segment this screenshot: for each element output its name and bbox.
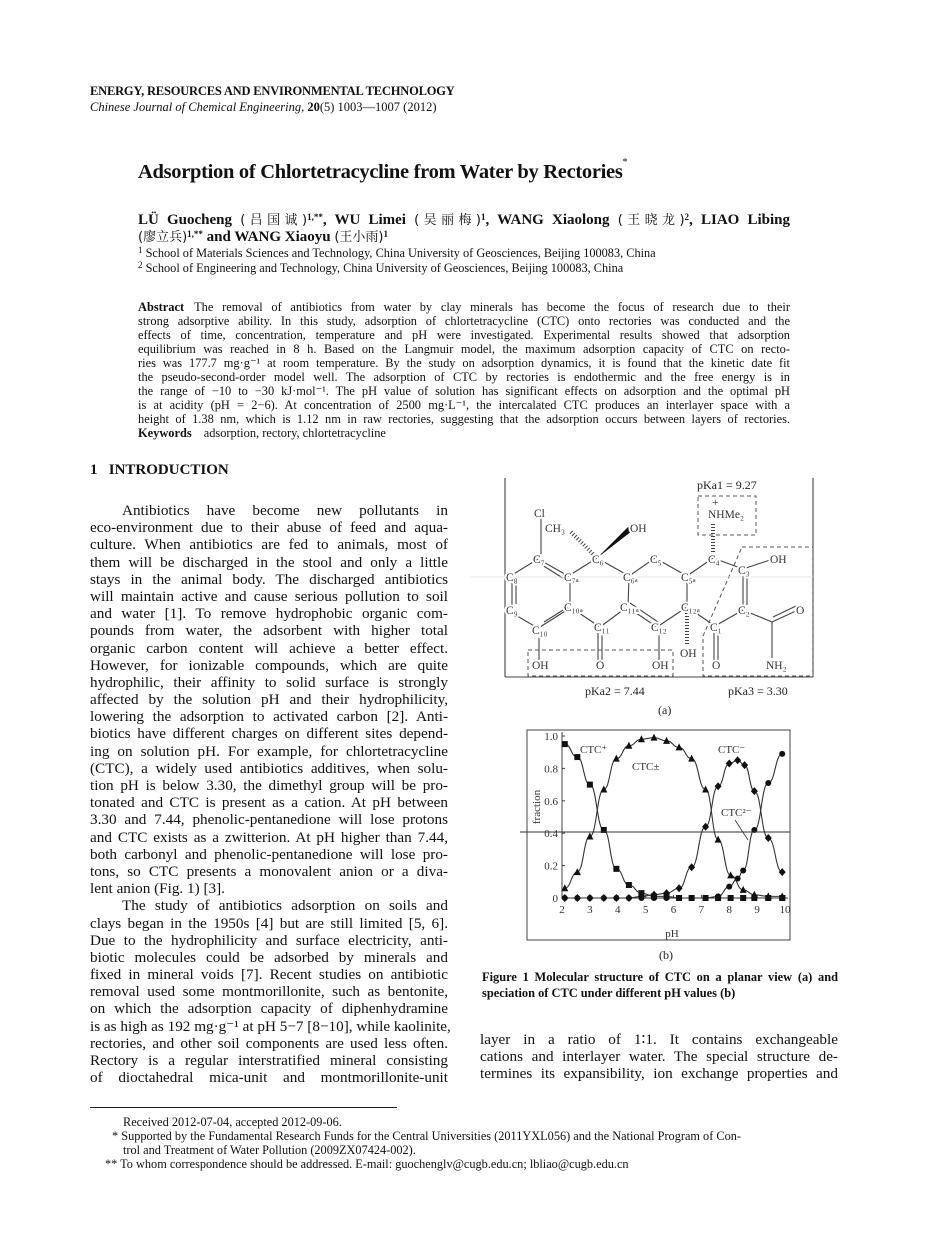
atom-label: C₅: [650, 554, 662, 566]
text-line: tion pH is below 3.30, the dimethyl group will be pro-: [90, 777, 448, 794]
text-line: tons, so CTC presents a monovalent anion or a diva-: [90, 862, 448, 880]
text-line: on which the adsorption capacity of diphenhydramine: [90, 1000, 448, 1018]
atom-label: C₁₀ₐ: [564, 602, 583, 614]
atom-label: OH: [680, 648, 697, 660]
text-line: both carbonyl and phenolic-pentanedione will lose pro-: [90, 845, 448, 863]
author: WANG Xiaoyu (王小雨)$^1$: [234, 229, 388, 245]
x-tick-label: 10: [779, 904, 791, 916]
text-line: The study of antibiotics adsorption on soils and: [122, 897, 448, 915]
text-line: (CTC), a widely used antibiotics additives, when solu-: [90, 759, 448, 777]
atom-label: C₄: [708, 554, 720, 566]
x-axis-label: pH: [665, 928, 679, 940]
data-point-square: [728, 895, 734, 901]
data-point-circle: [664, 895, 670, 901]
atom-label: C₇ₐ: [564, 572, 579, 584]
data-point-square: [740, 895, 746, 901]
paper-title-text: Adsorption of Chlortetracycline from Water by Rectories: [138, 161, 623, 183]
text-line: rectories, and other soil components are used less often.: [90, 1034, 448, 1052]
affiliation: $^2$ School of Engineering and Technology, China University of Geosciences, Beijing 100083, China: [138, 260, 624, 275]
text-line: removal used some montmorillonite, such as bentonite,: [90, 983, 448, 1001]
text-line: hydrophilic, their affinity to solid surface is strongly: [90, 673, 448, 691]
text-line: ing on solution pH. For example, for chlortetracycline: [90, 742, 448, 760]
y-tick-label: 0: [552, 893, 558, 905]
journal-name: Chinese Journal of Chemical Engineering: [90, 100, 302, 114]
author: WU Limei (吴丽梅)$^1$: [334, 212, 486, 228]
data-point-circle: [626, 895, 632, 901]
abstract-line: the range of −10 to −30 kJ·mol⁻¹. The pH value of solution has significant effects on adsorption and the optimal pH: [138, 384, 790, 398]
text-line: Rectory is a regular interstratified mineral consisting: [90, 1052, 448, 1069]
right-column-text: [480, 1031, 838, 1083]
footnote-support: * Supported by the Fundamental Research Funds for the Central Universities (2011YXL056) and the National Program of Con-: [112, 1129, 741, 1143]
footnote-rule: [90, 1107, 397, 1108]
author-list: LÜ Guocheng (吕国诚)$^{1,**}$, WU Limei (吴丽梅)$^1$, WANG Xiaolong (王晓龙)$^2$, LIAO Libing: [138, 212, 791, 228]
atom-labels: [506, 497, 804, 672]
atom-label: C₁₁: [594, 622, 610, 634]
abstract-line: ries was 177.7 mg·g⁻¹ at room temperature. By the study on adsorption dynamics, it is found that the kinetic date fit: [138, 356, 790, 370]
atom-label: C₃: [738, 565, 750, 577]
data-point-circle: [726, 884, 732, 890]
data-point-circle: [601, 895, 607, 901]
panel-label-a: (a): [658, 703, 672, 717]
atom-label: OH: [652, 660, 669, 672]
atom-label: C₂: [738, 605, 750, 617]
data-point-circle: [689, 895, 695, 901]
affiliation: $^1$ School of Materials Sciences and Technology, China University of Geosciences, Beijing 100083, China: [138, 245, 656, 260]
paper-title: [138, 157, 628, 184]
atom-label: Cl: [534, 508, 545, 520]
atom-label: C₈: [506, 572, 518, 584]
figure-1b-chart: [520, 725, 800, 965]
series-line: [565, 754, 782, 898]
text-line: culture. When antibiotics are fed to animals, most of: [90, 536, 448, 554]
y-tick-label: 0.6: [544, 795, 558, 808]
author-list-cont: (廖立兵)$^{1,**}$ and WANG Xiaoyu (王小雨)$^1$: [138, 229, 388, 245]
abstract-line: Abstract The removal of antibiotics from water by clay minerals has become the focus of research due to their: [138, 300, 790, 314]
text-line: and CTC exists as a zwitterion. At pH higher than 7.44,: [90, 828, 448, 846]
x-tick-label: 5: [642, 904, 649, 916]
pka2-label: pKa2 = 7.44: [585, 684, 645, 698]
series-line: [565, 744, 782, 898]
data-point-square: [613, 866, 619, 872]
journal-volume: 20: [307, 100, 320, 114]
data-point-circle: [735, 876, 741, 882]
data-point-circle: [765, 780, 771, 786]
y-tick-label: 0.8: [544, 763, 558, 776]
data-point-circle: [715, 893, 721, 899]
data-point-triangle: [650, 734, 657, 741]
atom-label: C₆ₐ: [623, 572, 638, 584]
atom-label: O: [596, 660, 605, 672]
data-point-diamond: [676, 884, 683, 892]
data-point-diamond: [734, 756, 741, 764]
series-line: [565, 760, 782, 898]
data-point-circle: [740, 867, 746, 873]
text-line: eco-environment due to their abuse of feed and aqua-: [90, 519, 448, 537]
text-line: layer in a ratio of 1∶1. It contains exchangeable: [480, 1031, 838, 1048]
footnote-correspondence: ** To whom correspondence should be addressed. E-mail: guochenglv@cugb.edu.cn; lbliao@cugb.edu.cn: [105, 1157, 629, 1171]
x-tick-label: 8: [726, 904, 732, 916]
atom-label: NHMe₂: [708, 509, 744, 521]
abstract: [138, 300, 790, 426]
title-footnote-mark: *: [622, 157, 628, 168]
keywords-text: adsorption, rectory, chlortetracycline: [203, 426, 386, 440]
dashed-boxes: [528, 496, 813, 676]
author: LIAO Libing: [700, 212, 791, 228]
journal-section: ENERGY, RESOURCES AND ENVIRONMENTAL TECHNOLOGY: [90, 84, 455, 98]
atom-label: C₁₀: [532, 625, 548, 637]
data-point-triangle: [702, 785, 709, 792]
pka3-label: pKa3 = 3.30: [728, 684, 788, 698]
atom-label: C₉: [506, 605, 518, 617]
series-annotation: CTC⁺: [580, 744, 608, 756]
text-line: them will be discharged in the stool and only a little: [90, 553, 448, 571]
x-tick-label: 9: [754, 904, 760, 916]
text-line: organic carbon content will achieve a better effect.: [90, 639, 448, 657]
text-line: tonated and CTC is present as a cation. At pH between: [90, 794, 448, 812]
text-line: and water [1]. To remove hydrophobic organic com-: [90, 605, 448, 623]
data-point-circle: [676, 895, 682, 901]
series-annotation: CTC±: [632, 761, 660, 773]
atom-label: +: [712, 497, 719, 509]
data-point-circle: [638, 895, 644, 901]
data-point-circle: [651, 895, 657, 901]
text-line: lowering the adsorption to activated carbon [2]. Anti-: [90, 708, 448, 726]
text-line: However, for ionizable compounds, which are quite: [90, 656, 448, 674]
text-line: termines its expansibility, ion exchange properties and: [480, 1065, 838, 1083]
y-tick-label: 0.2: [544, 860, 558, 873]
data-point-square: [626, 882, 632, 888]
data-point-circle: [562, 895, 568, 901]
footnote-support-cont: trol and Treatment of Water Pollution (2009ZX07424-002).: [123, 1143, 416, 1157]
text-line: biotic molecules could be adsorbed by minerals and: [90, 948, 448, 966]
panel-label-b: (b): [659, 948, 673, 962]
text-line: cations and interlayer water. The special structure de-: [480, 1048, 838, 1066]
atom-label: O: [712, 660, 721, 672]
atom-label: C₁₂: [651, 622, 667, 634]
text-line: biotics have different charges on different sites depend-: [90, 725, 448, 743]
abstract-line: strong adsorptive ability. In this study, adsorption of chlortetracycline (CTC) onto rectories was conducted and the: [138, 314, 790, 328]
pka1-label: pKa1 = 9.27: [697, 478, 757, 492]
text-line: stays in the animal body. The discharged antibiotics: [90, 570, 448, 588]
section-heading: 1 INTRODUCTION: [90, 462, 229, 478]
series-annotation: CTC⁻: [718, 744, 746, 756]
text-line: will maintain active and cause serious pollution to soil: [90, 587, 448, 605]
x-tick-label: 7: [698, 904, 705, 916]
text-line: Due to the hydrophilicity and surface electricity, anti-: [90, 931, 448, 949]
abstract-label: Abstract: [138, 300, 185, 314]
abstract-line: height of 1.38 nm, which is 1.12 nm in raw rectories, suggesting that the adsorption occurs between layers of rectories.: [138, 412, 790, 426]
text-line: pounds from water, the adsorbent with higher total: [90, 622, 448, 640]
data-point-circle: [574, 895, 580, 901]
text-line: of dioctahedral mica-unit and montmorillonite-unit: [90, 1069, 448, 1087]
x-tick-label: 3: [587, 904, 593, 916]
atom-label: NH₂: [766, 660, 787, 672]
journal-issue-pages: (5) 1003—1007 (2012): [319, 100, 437, 114]
atom-label: OH: [770, 554, 787, 566]
author: WANG Xiaolong (王晓龙)$^2$: [497, 212, 690, 228]
data-point-circle: [613, 895, 619, 901]
text-line: affected by the solution pH and their hydrophilicity,: [90, 691, 448, 709]
y-axis-label: fraction: [531, 789, 543, 825]
text-line: 3.30 and 7.44, phenolic-pentanedione will lose protons: [90, 811, 448, 829]
atom-label: C₇: [533, 554, 545, 566]
data-point-circle: [587, 895, 593, 901]
atom-label: CH₃: [545, 523, 565, 535]
text-line: lent anion (Fig. 1) [3].: [90, 880, 225, 898]
figure-1a-structure: [470, 470, 820, 720]
x-tick-label: 6: [670, 904, 677, 916]
x-tick-label: 2: [559, 904, 565, 916]
bonds: [505, 478, 813, 677]
left-column-text: [90, 502, 451, 1087]
text-line: is as high as 192 mg·g⁻¹ at pH 5−7 [8−10], while kaolinite,: [90, 1017, 451, 1035]
series-annotation: CTC²⁻: [721, 807, 752, 819]
keywords-label: Keywords: [138, 426, 192, 440]
atom-label: C₅ₐ: [681, 572, 696, 584]
data-point-square: [562, 741, 568, 747]
y-tick-label: 0.4: [544, 828, 558, 841]
text-line: Antibiotics have become new pollutants in: [122, 502, 448, 519]
data-point-circle: [779, 751, 785, 757]
keywords: [138, 426, 386, 441]
data-point-circle: [703, 895, 709, 901]
atom-label: O: [796, 605, 805, 617]
author: LÜ Guocheng (吕国诚)$^{1,**}$: [138, 212, 323, 228]
atom-label: C₁: [710, 622, 722, 634]
footnote-received: Received 2012-07-04, accepted 2012-09-06.: [123, 1115, 342, 1129]
atom-label: OH: [532, 660, 549, 672]
abstract-line: equilibrium was reached in 8 h. Based on the Langmuir model, the maximum adsorption capacity of CTC on recto-: [138, 342, 790, 356]
atom-label: OH: [630, 523, 647, 535]
data-point-square: [587, 782, 593, 788]
atom-label: C₁₁ₐ: [620, 602, 639, 614]
abstract-line: the pseudo-second-order model well. The adsorption of CTC by rectories is endothermic and the free energy is in: [138, 370, 790, 384]
figure-caption: Figure 1 Molecular structure of CTC on a planar view (a) and speciation of CTC under different pH values (b): [482, 970, 838, 1000]
abstract-line: is at acidity (pH = 2−6). At concentration of 2500 mg·L⁻¹, the intercalated CTC produces an interlayer space with a: [138, 398, 790, 412]
journal-citation: Chinese Journal of Chemical Engineering, 20(5) 1003—1007 (2012): [90, 100, 437, 114]
atom-label: C₁₂ₐ: [681, 602, 700, 614]
abstract-line: effects of time, concentration, temperature and pH were investigated. Experimental results showed that adsorption: [138, 328, 790, 342]
y-tick-label: 1.0: [544, 731, 558, 743]
annotation-arrow: [735, 820, 748, 840]
text-line: clays began in the 1950s [4] but are still limited [5, 6].: [90, 914, 448, 932]
text-line: fixed in mineral voids [7]. Recent studies on antibiotic: [90, 966, 448, 984]
x-tick-label: 4: [615, 904, 621, 916]
atom-label: C₆: [592, 554, 604, 566]
